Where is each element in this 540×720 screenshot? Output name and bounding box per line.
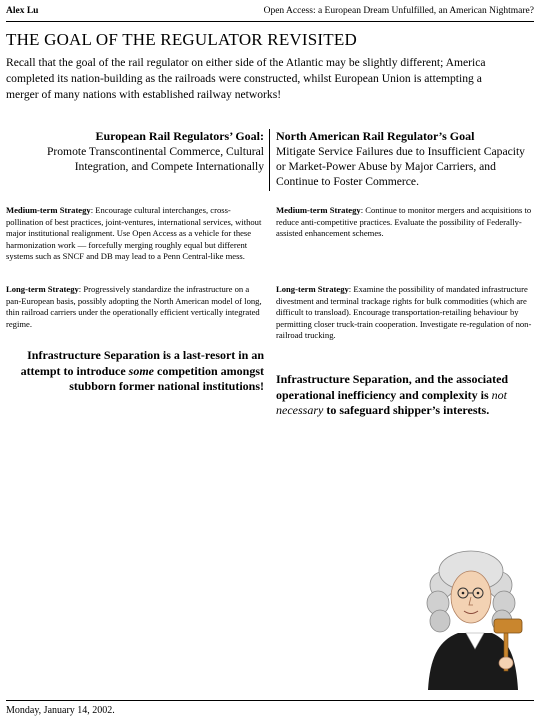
header-author: Alex Lu: [6, 6, 39, 16]
european-conclusion-emphasis: some: [128, 363, 154, 378]
north-american-long-text: : Examine the possibility of mandated infrastructure divestment and terminal trackage rights for bulk commodities (which are difficult to transload). Encourage transportation-retailing behaviour by permitting closer truck-train cooperation. Investigate re-regulation of non-railroad trucking.: [276, 284, 532, 341]
page-header: [6, 3, 534, 22]
goal-divider: [269, 129, 270, 191]
north-american-conclusion-part2: to safeguard shipper’s interests.: [323, 403, 490, 417]
european-goal-heading: European Rail Regulators’ Goal:: [95, 129, 264, 143]
north-american-conclusion-part1: Infrastructure Separation, and the associated operational inefficiency and complexity is: [276, 372, 509, 402]
european-long-text: : Progressively standardize the infrastructure on a pan-European basis, possibly adopting the North American model of long, thin railroad carriers under the operationally efficient vertically integrated regime.: [6, 284, 262, 329]
european-long-term-strategy: [6, 284, 264, 330]
european-long-label: Long-term Strategy: [6, 284, 79, 294]
european-medium-label: Medium-term Strategy: [6, 205, 91, 215]
european-goal: [6, 129, 264, 174]
north-american-goal-heading: North American Rail Regulator’s Goal: [276, 129, 475, 143]
north-american-conclusion-emphasis: not necessary: [276, 387, 507, 417]
north-american-conclusion: [276, 372, 532, 419]
european-goal-text: Promote Transcontinental Commerce, Cultural Integration, and Compete Internationally: [46, 145, 264, 173]
north-american-medium-term-strategy: [276, 205, 532, 240]
north-american-long-label: Long-term Strategy: [276, 284, 349, 294]
judge-with-gavel-icon: [420, 545, 530, 690]
north-american-medium-label: Medium-term Strategy: [276, 205, 361, 215]
header-document-title: Open Access: a European Dream Unfulfilled, an American Nightmare?: [263, 6, 534, 16]
european-conclusion-part2: competition amongst stubborn former national institutions!: [69, 363, 264, 393]
north-american-goal-text: Mitigate Service Failures due to Insufficient Capacity or Market-Power Abuse by Major Carriers, and Continue to Foster Commerce.: [276, 145, 525, 188]
north-american-goal: [276, 129, 532, 189]
european-conclusion: [6, 348, 264, 395]
north-american-long-term-strategy: [276, 284, 532, 342]
page-footer: [6, 700, 534, 716]
european-conclusion-part1: Infrastructure Separation is a last-resort in an attempt to introduce: [20, 348, 264, 378]
european-medium-text: : Encourage cultural interchanges, cross-pollination of best practices, joint-ventures, international services, without major institutional realignment. Use Open Access as a vehicle for these harmonization work — forcefully merging roughly equal but different systems such as SNCF and DB may lead to a Penn Central-like mess.: [6, 205, 262, 262]
north-american-medium-text: : Continue to monitor mergers and acquisitions to reduce anti-competitive practices. Evaluate the possibility of Federally-assisted enhancement schemes.: [276, 205, 532, 239]
footer-date: Monday, January 14, 2002.: [6, 705, 115, 716]
european-medium-term-strategy: [6, 205, 264, 263]
page-title: THE GOAL OF THE REGULATOR REVISITED: [6, 30, 357, 49]
intro-paragraph: Recall that the goal of the rail regulator on either side of the Atlantic may be slightly different; America completed its nation-building as the railroads were constructed, whilst European Union is attempting a merger of many nations with established railway networks!: [6, 56, 486, 101]
